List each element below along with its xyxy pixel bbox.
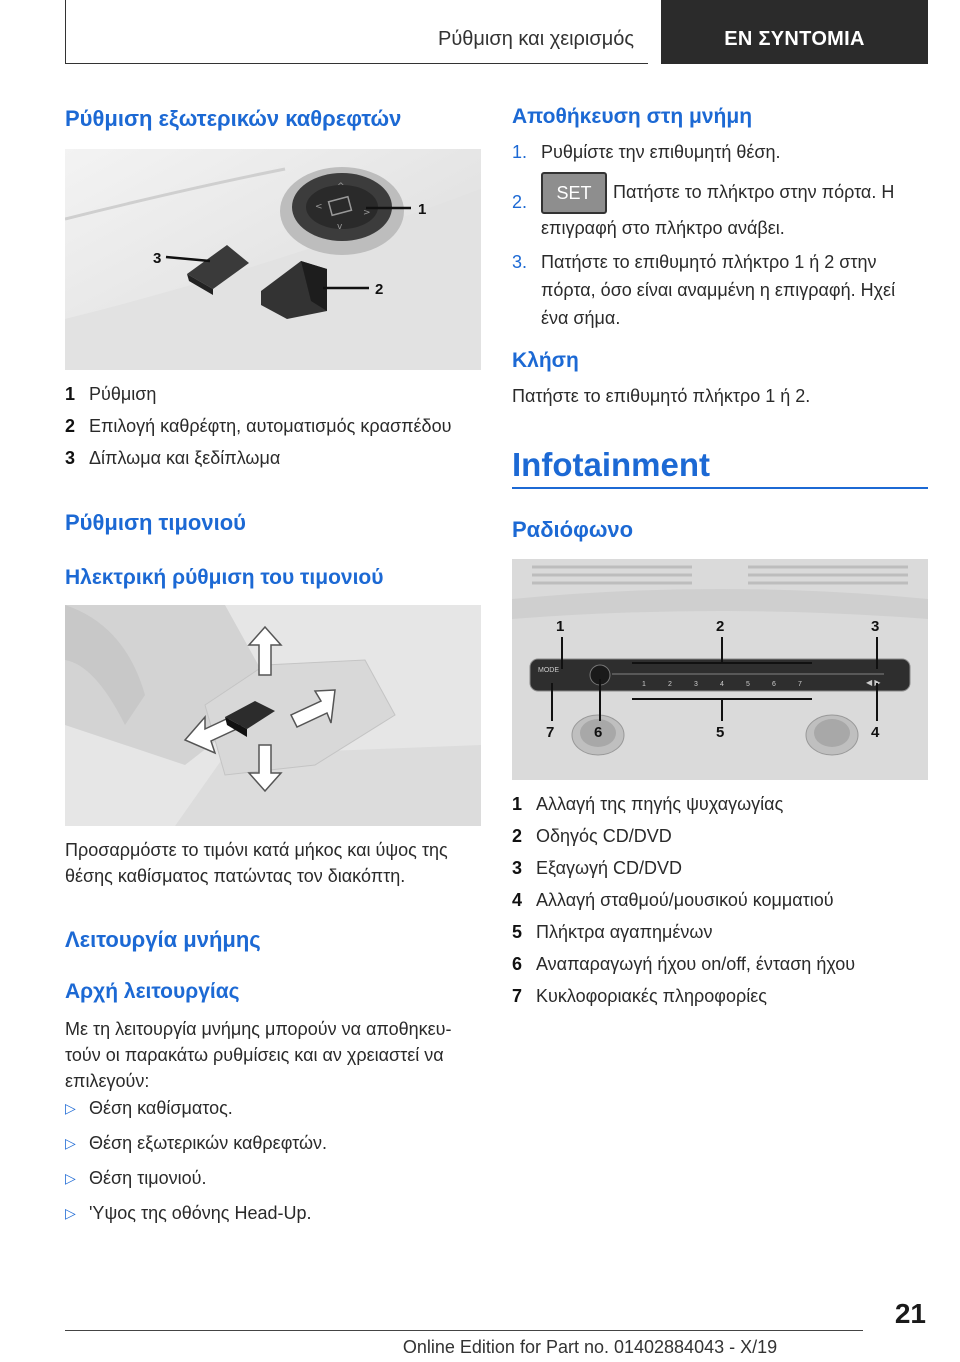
radio-callout-2: 2: [716, 618, 725, 635]
steering-subheading: Ηλεκτρική ρύθμιση του τιμονιού: [65, 566, 384, 589]
radio-preset-label: 4: [720, 681, 724, 688]
list-item: [65, 410, 485, 442]
step-number: 1.: [512, 142, 528, 162]
item-number: 1: [65, 384, 76, 404]
infotainment-heading: Infotainment: [512, 446, 710, 483]
step-line: πόρτα, όσο είναι αναμμένη η επιγραφή. Ηχεί: [541, 280, 896, 300]
section-divider: [512, 487, 928, 489]
memory-line-3: επιλεγούν:: [65, 1071, 150, 1091]
radio-callout-1: 1: [556, 618, 565, 635]
list-item: [65, 378, 485, 410]
steering-heading: Ρύθμιση τιμονιού: [65, 510, 246, 535]
item-text: Δίπλωμα και ξεδίπλωμα: [89, 448, 281, 468]
item-text: Οδηγός CD/DVD: [536, 826, 672, 846]
memory-line-1: Με τη λειτουργία μνήμης μπορούν να αποθηκευ-: [65, 1019, 452, 1039]
mirror-legend-list: [65, 378, 485, 474]
mirror-callout-3: 3: [153, 250, 162, 267]
item-text: Επιλογή καθρέφτη, αυτοματισμός κρασπέδου: [89, 416, 452, 436]
steering-line-1: Προσαρμόστε το τιμόνι κατά μήκος και ύψος της: [65, 840, 448, 860]
list-item: [512, 852, 932, 884]
item-number: 2: [65, 416, 76, 436]
steering-switch-illustration: [65, 605, 481, 826]
item-number: 2: [512, 826, 523, 846]
radio-callout-5: 5: [716, 724, 725, 741]
edition-note: Online Edition for Part no. 01402884043 - X/19: [402, 1337, 778, 1357]
step-line: Πατήστε το επιθυμητό πλήκτρο 1 ή 2 στην: [541, 252, 877, 272]
steering-line-2: θέσης καθίσματος πατώντας τον διακόπτη.: [65, 866, 406, 886]
list-item: [512, 948, 932, 980]
header-chapter-tab: [661, 0, 928, 64]
radio-preset-label: 6: [772, 681, 776, 688]
item-text: Κυκλοφοριακές πληροφορίες: [536, 986, 767, 1006]
item-text: Ρύθμιση: [89, 384, 157, 404]
radio-callout-6: 6: [594, 724, 603, 741]
radio-callout-4: 4: [871, 724, 880, 741]
bullet-text: 'Υψος της οθόνης Head-Up.: [89, 1203, 312, 1223]
running-header: [65, 0, 928, 64]
svg-text:<: <: [315, 202, 323, 212]
triangle-bullet-icon: ▷: [65, 1100, 76, 1116]
mirror-callout-2: 2: [375, 281, 384, 298]
memory-heading: Λειτουργία μνήμης: [65, 927, 261, 952]
step-text: Πατήστε το πλήκτρο στην πόρτα. Η: [613, 181, 895, 202]
mirrors-heading: Ρύθμιση εξωτερικών καθρεφτών: [65, 106, 402, 131]
radio-callout-7: 7: [546, 724, 555, 741]
radio-preset-label: 2: [668, 681, 672, 688]
svg-text:v: v: [337, 222, 343, 232]
header-section-tab: [65, 0, 648, 64]
radio-panel-illustration: [512, 559, 928, 780]
triangle-bullet-icon: ▷: [65, 1170, 76, 1186]
radio-legend-list: [512, 788, 932, 1012]
radio-preset-label: 7: [798, 681, 802, 688]
step-text-block: [541, 172, 931, 214]
bullet-text: Θέση καθίσματος.: [89, 1098, 233, 1118]
list-item: [512, 980, 932, 1012]
bullet-text: Θέση εξωτερικών καθρεφτών.: [89, 1133, 328, 1153]
save-memory-heading: Αποθήκευση στη μνήμη: [512, 105, 753, 128]
radio-preset-label: 1: [642, 681, 646, 688]
item-number: 4: [512, 890, 523, 910]
list-item: [512, 788, 932, 820]
item-number: 5: [512, 922, 523, 942]
triangle-bullet-icon: ▷: [65, 1205, 76, 1221]
radio-callout-3: 3: [871, 618, 880, 635]
mirror-controls-illustration: [65, 149, 481, 370]
item-number: 1: [512, 794, 523, 814]
steering-switch-drawing: [65, 605, 481, 826]
list-item: [512, 916, 932, 948]
step-number: 3.: [512, 252, 528, 272]
list-item: [512, 820, 932, 852]
page-number: 21: [894, 1298, 926, 1329]
memory-subheading: Αρχή λειτουργίας: [65, 980, 240, 1003]
step-number: 2.: [512, 192, 528, 212]
step-text-cont: επιγραφή στο πλήκτρο ανάβει.: [541, 218, 785, 238]
item-number: 7: [512, 986, 523, 1006]
item-text: Αλλαγή σταθμού/μουσικού κομματιού: [536, 890, 834, 910]
recall-text: Πατήστε το επιθυμητό πλήκτρο 1 ή 2.: [512, 386, 811, 406]
item-text: Πλήκτρα αγαπημένων: [536, 922, 713, 942]
radio-panel-drawing: [512, 559, 928, 780]
item-text: Αναπαραγωγή ήχου on/off, ένταση ήχου: [536, 954, 856, 974]
radio-preset-label: 3: [694, 681, 698, 688]
item-number: 3: [512, 858, 523, 878]
svg-text:^: ^: [337, 182, 345, 192]
radio-nav-arrows: ◀ ▶: [866, 678, 881, 687]
steering-paragraph: [65, 837, 448, 889]
header-section-label: Ρύθμιση και χειρισμός: [437, 28, 634, 50]
step-text: Ρυθμίστε την επιθυμητή θέση.: [541, 142, 781, 162]
mirror-controls-drawing: [65, 149, 481, 370]
step-line: ένα σήμα.: [541, 308, 621, 328]
step-text: [541, 248, 931, 332]
radio-mode-label: MODE: [538, 667, 559, 674]
bullet-text: Θέση τιμονιού.: [89, 1168, 207, 1188]
list-item: [512, 884, 932, 916]
list-item: [65, 442, 485, 474]
footer-divider: [65, 1330, 863, 1331]
item-text: Εξαγωγή CD/DVD: [536, 858, 683, 878]
header-chapter-label: EN ΣΥΝΤΟΜΙΑ: [724, 28, 865, 50]
radio-heading: Ραδιόφωνο: [512, 517, 634, 542]
svg-text:>: >: [363, 208, 371, 218]
item-text: Αλλαγή της πηγής ψυχαγωγίας: [536, 794, 784, 814]
item-number: 3: [65, 448, 76, 468]
memory-paragraph: [65, 1016, 451, 1094]
mirror-callout-1: 1: [418, 201, 427, 218]
recall-heading: Κλήση: [512, 349, 579, 372]
radio-preset-label: 5: [746, 681, 750, 688]
triangle-bullet-icon: ▷: [65, 1135, 76, 1151]
set-button-icon: SET: [541, 172, 607, 214]
memory-line-2: τούν οι παρακάτω ρυθμίσεις και αν χρειαστεί να: [65, 1045, 444, 1065]
item-number: 6: [512, 954, 523, 974]
